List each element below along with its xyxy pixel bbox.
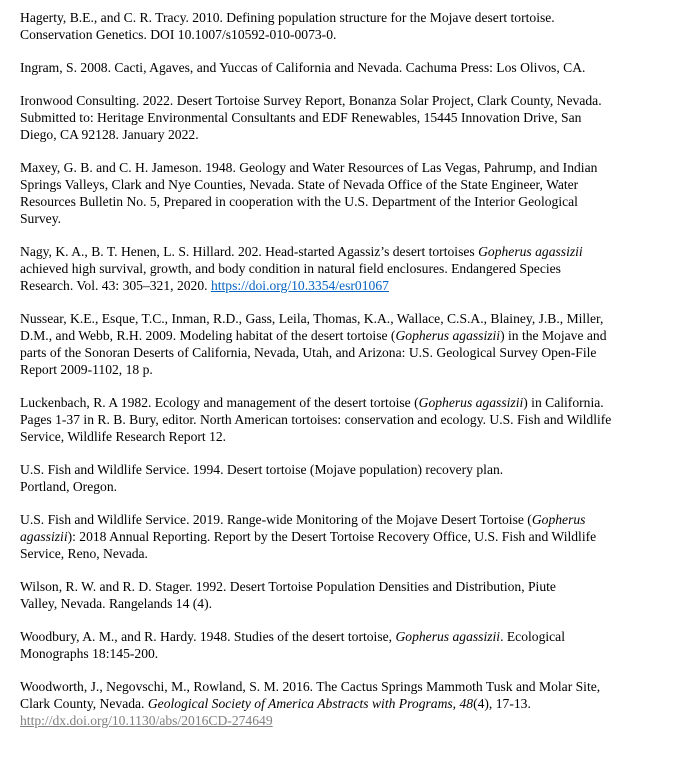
reference-text: Springs Valleys, Clark and Nye Counties, Nevada. State of Nevada Office of the State Engineer, Water [20, 177, 579, 192]
reference-text: parts of the Sonoran Deserts of California, Nevada, Utah, and Arizona: U.S. Geological Survey Open-File [20, 345, 597, 360]
italic-text: agassizii [20, 529, 68, 544]
reference-text: Monographs 18:145-200. [20, 646, 159, 661]
reference-text: Wilson, R. W. and R. D. Stager. 1992. Desert Tortoise Population Densities and Distribution, Piute [20, 579, 556, 594]
reference-text: D.M., and Webb, R.H. 2009. Modeling habitat of the desert tortoise ( [20, 328, 396, 343]
reference-text: achieved high survival, growth, and body condition in natural field enclosures. Endangered Species [20, 261, 561, 276]
reference-text: ) in California. [523, 395, 604, 410]
reference-text: Pages 1-37 in R. B. Bury, editor. North American tortoises: conservation and ecology. U.S. Fish and Wildlife [20, 412, 612, 427]
reference-text: Report 2009-1102, 18 p. [20, 362, 153, 377]
reference-entry [20, 394, 660, 445]
italic-text: Geological Society of America Abstracts with Programs, 48 [147, 696, 474, 711]
reference-text: Maxey, G. B. and C. H. Jameson. 1948. Geology and Water Resources of Las Vegas, Pahrump, and Indian [20, 160, 598, 175]
reference-entry [20, 9, 660, 43]
doi-link[interactable]: http://dx.doi.org/10.1130/abs/2016CD-274649 [20, 713, 273, 728]
reference-entry [20, 511, 660, 562]
italic-text: Gopherus [531, 512, 586, 527]
reference-text: Service, Reno, Nevada. [20, 546, 148, 561]
reference-text: Ironwood Consulting. 2022. Desert Tortoise Survey Report, Bonanza Solar Project, Clark County, Nevada. [20, 93, 602, 108]
reference-entry [20, 243, 660, 294]
reference-entry [20, 59, 660, 76]
reference-entry [20, 310, 660, 378]
reference-text: ) in the Mojave and [500, 328, 607, 343]
reference-text: Diego, CA 92128. January 2022. [20, 127, 199, 142]
reference-text: U.S. Fish and Wildlife Service. 1994. Desert tortoise (Mojave population) recovery plan. [20, 462, 504, 477]
reference-entry [20, 628, 660, 662]
reference-text: Submitted to: Heritage Environmental Consultants and EDF Renewables, 15445 Innovation Drive, San [20, 110, 582, 125]
italic-text: Gopherus agassizii [478, 244, 583, 259]
reference-text: Survey. [20, 211, 62, 226]
reference-text: Research. Vol. 43: 305–321, 2020. [20, 278, 211, 293]
italic-text: Gopherus agassizii [395, 629, 501, 644]
reference-entry [20, 678, 660, 729]
reference-entry [20, 578, 660, 612]
doi-link[interactable]: https://doi.org/10.3354/esr01067 [210, 278, 389, 293]
reference-text: Conservation Genetics. DOI 10.1007/s10592-010-0073-0. [20, 27, 337, 42]
reference-text: U.S. Fish and Wildlife Service. 2019. Range-wide Monitoring of the Mojave Desert Tortoise ( [20, 512, 532, 527]
reference-entry [20, 159, 660, 227]
reference-entry [20, 92, 660, 143]
reference-text: Service, Wildlife Research Report 12. [20, 429, 227, 444]
reference-text: Hagerty, B.E., and C. R. Tracy. 2010. Defining population structure for the Mojave desert tortoise. [20, 10, 555, 25]
reference-text: Valley, Nevada. Rangelands 14 (4). [20, 596, 213, 611]
reference-text: Nagy, K. A., B. T. Henen, L. S. Hillard. 202. Head-started Agassiz’s desert tortoises [20, 244, 479, 259]
reference-text: ): 2018 Annual Reporting. Report by the Desert Tortoise Recovery Office, U.S. Fish and Wildlife [67, 529, 597, 544]
reference-entry [20, 461, 660, 495]
reference-text: Luckenbach, R. A 1982. Ecology and management of the desert tortoise ( [20, 395, 419, 410]
reference-text: Resources Bulletin No. 5, Prepared in cooperation with the U.S. Department of the Interior Geological [20, 194, 578, 209]
italic-text: Gopherus agassizii [395, 328, 501, 343]
italic-text: Gopherus agassizii [418, 395, 524, 410]
reference-text: . Ecological [500, 629, 565, 644]
reference-text: Clark County, Nevada. [20, 696, 148, 711]
reference-text: Woodworth, J., Negovschi, M., Rowland, S. M. 2016. The Cactus Springs Mammoth Tusk and Molar Site, [20, 679, 601, 694]
reference-text: Nussear, K.E., Esque, T.C., Inman, R.D., Gass, Leila, Thomas, K.A., Wallace, C.S.A., Blainey, J.B., Miller, [20, 311, 604, 326]
reference-text: (4), 17-13. [473, 696, 531, 711]
reference-list [20, 9, 660, 729]
reference-text: Ingram, S. 2008. Cacti, Agaves, and Yuccas of California and Nevada. Cachuma Press: Los Olivos, CA. [20, 60, 586, 75]
reference-text: Portland, Oregon. [20, 479, 118, 494]
reference-text: Woodbury, A. M., and R. Hardy. 1948. Studies of the desert tortoise, [20, 629, 396, 644]
